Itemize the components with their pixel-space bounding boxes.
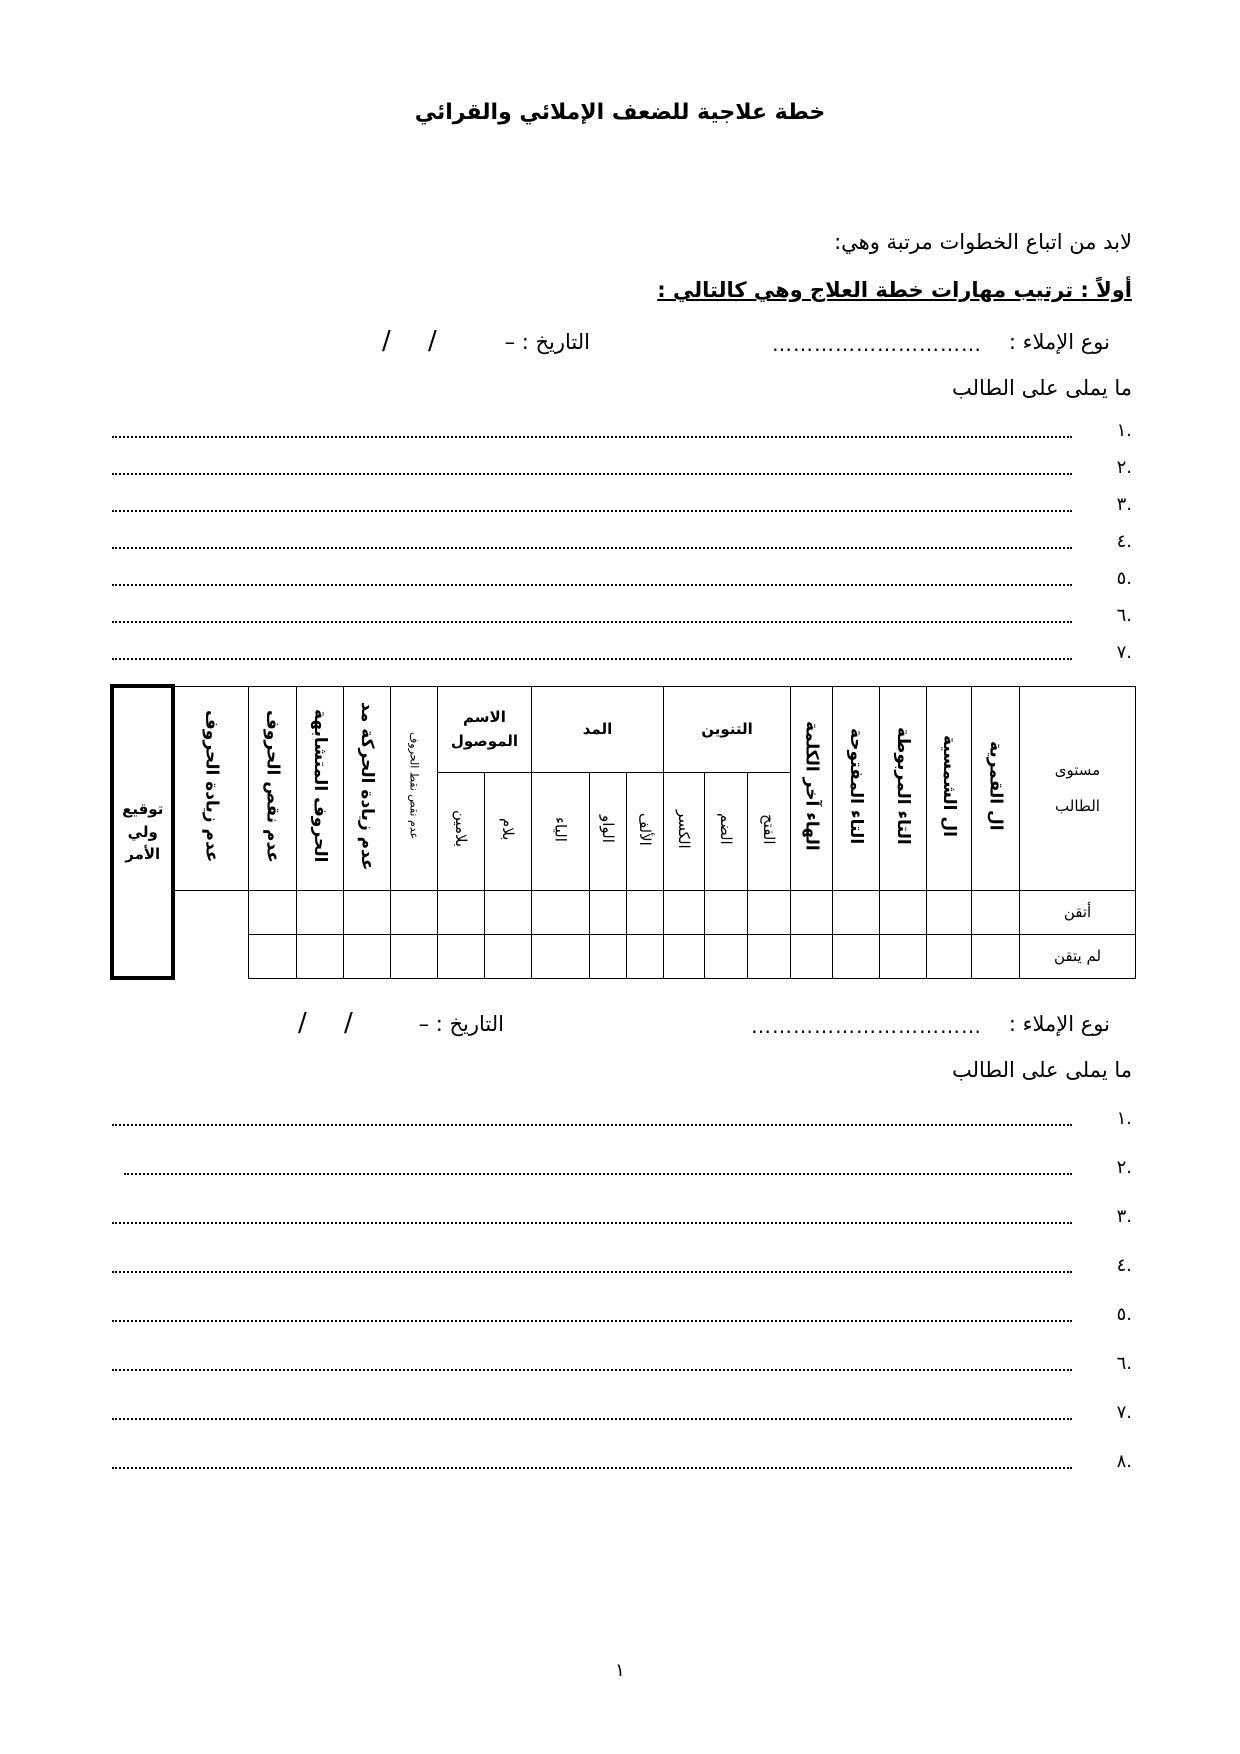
dictation-line-6[interactable] <box>112 605 1132 639</box>
col-taa-maftuha: التاء المفتوحة <box>833 686 880 890</box>
dictation-line-4[interactable] <box>112 531 1132 565</box>
dictation-line-2-5[interactable] <box>112 1304 1132 1338</box>
cell[interactable] <box>390 934 437 978</box>
dictation-line-2-7[interactable] <box>112 1402 1132 1436</box>
level-header: مستوى الطالب <box>1020 686 1136 890</box>
dictation-line-2-1[interactable] <box>112 1108 1132 1142</box>
cell[interactable] <box>748 934 791 978</box>
cell[interactable] <box>437 890 484 934</box>
line-number: .٢ <box>1116 457 1132 478</box>
dictation-type-label-2: نوع الإملاء : <box>1008 1012 1110 1036</box>
cell[interactable] <box>343 934 390 978</box>
cell[interactable] <box>791 890 833 934</box>
dotted-line <box>112 1222 1072 1224</box>
col-tanween-damm: الضم <box>705 772 748 890</box>
col-extra-letters: عدم زيادة الحروف <box>173 686 248 890</box>
line-number: .٤ <box>1116 1255 1132 1276</box>
dictation-type-label-1: نوع الإملاء : <box>1008 330 1110 354</box>
line-number: .٣ <box>1116 1206 1132 1227</box>
cell[interactable] <box>343 890 390 934</box>
dictation-line-2-4[interactable] <box>112 1255 1132 1289</box>
group-madd: المد <box>531 686 663 772</box>
date-slash-1b: / <box>382 326 391 356</box>
dictation-line-5[interactable] <box>112 568 1132 602</box>
cell[interactable] <box>705 890 748 934</box>
cell[interactable] <box>437 934 484 978</box>
col-madd-alif: الألف <box>626 772 663 890</box>
line-number: .١ <box>1116 420 1132 441</box>
dotted-line <box>112 1467 1072 1469</box>
dotted-line <box>112 1271 1072 1273</box>
dictation-type-blank-2[interactable]: …………………………… <box>751 1014 982 1038</box>
cell[interactable] <box>248 934 296 978</box>
dotted-line <box>112 510 1072 512</box>
intro-text: لابد من اتباع الخطوات مرتبة وهي: <box>834 230 1132 254</box>
date-slash-2a: / <box>344 1008 353 1038</box>
dictation-line-2[interactable] <box>112 457 1132 491</box>
col-madd-yaa: الياء <box>531 772 589 890</box>
parent-signature-cell[interactable]: توقيع ولي الأمر <box>112 686 173 978</box>
cell[interactable] <box>531 890 589 934</box>
col-similar-letters: الحروف المتشابهة <box>296 686 343 890</box>
cell[interactable] <box>484 934 531 978</box>
col-extra-haraka: عدم زيادة الحركة مد <box>343 686 390 890</box>
col-haa-end: الهاء آخر الكلمة <box>791 686 833 890</box>
cell[interactable] <box>972 890 1020 934</box>
dictation-line-2-6[interactable] <box>112 1353 1132 1387</box>
date-label-2: التاريخ : – <box>418 1012 504 1036</box>
cell[interactable] <box>791 934 833 978</box>
row-label-not-mastered: لم يتقن <box>1020 934 1136 978</box>
cell[interactable] <box>880 934 927 978</box>
dotted-line <box>112 1124 1072 1126</box>
cell[interactable] <box>296 934 343 978</box>
cell[interactable] <box>972 934 1020 978</box>
col-madd-waw: الواو <box>589 772 626 890</box>
cell[interactable] <box>531 934 589 978</box>
line-number: .٧ <box>1116 1402 1132 1423</box>
cell[interactable] <box>880 890 927 934</box>
cell[interactable] <box>663 934 704 978</box>
col-al-qamari: ال القمرية <box>972 686 1020 890</box>
date-slash-1a: / <box>428 326 437 356</box>
dictation-line-7[interactable] <box>112 642 1132 676</box>
cell[interactable] <box>748 890 791 934</box>
table-row-not-mastered <box>112 934 1136 978</box>
group-relative-noun: الاسم الموصول <box>437 686 531 772</box>
line-number: .٦ <box>1116 1353 1132 1374</box>
cell[interactable] <box>663 890 704 934</box>
group-tanween: التنوين <box>663 686 790 772</box>
line-number: .١ <box>1116 1108 1132 1129</box>
dotted-line <box>112 473 1072 475</box>
dotted-line <box>112 547 1072 549</box>
dictation-line-1[interactable] <box>112 420 1132 454</box>
row-label-mastered: أتقن <box>1020 890 1136 934</box>
cell[interactable] <box>833 890 880 934</box>
dotted-line <box>112 621 1072 623</box>
given-label-2: ما يملى على الطالب <box>952 1058 1132 1082</box>
section-heading: أولاً : ترتيب مهارات خطة العلاج وهي كالتالي : <box>657 278 1132 302</box>
col-relative-one-lam: بلام <box>484 772 531 890</box>
line-number: .٤ <box>1116 531 1132 552</box>
line-number: .٨ <box>1116 1451 1132 1472</box>
col-relative-two-lams: بلامين <box>437 772 484 890</box>
cell[interactable] <box>589 934 626 978</box>
cell[interactable] <box>589 890 626 934</box>
line-number: .٥ <box>1116 1304 1132 1325</box>
cell[interactable] <box>927 890 972 934</box>
dotted-line <box>112 436 1072 438</box>
skills-table <box>110 684 1136 980</box>
cell[interactable] <box>626 934 663 978</box>
col-al-shamsi: ال الشمسية <box>927 686 972 890</box>
cell[interactable] <box>626 890 663 934</box>
col-tanween-kasr: الكسر <box>663 772 704 890</box>
table-row-mastered <box>112 890 1136 934</box>
dictation-type-blank-1[interactable]: ………………………… <box>772 332 982 356</box>
cell[interactable] <box>705 934 748 978</box>
dotted-line <box>112 584 1072 586</box>
dotted-line <box>112 658 1072 660</box>
dotted-line <box>112 1320 1072 1322</box>
col-tanween-fath: الفتح <box>748 772 791 890</box>
cell[interactable] <box>927 934 972 978</box>
line-number: .٥ <box>1116 568 1132 589</box>
dotted-line <box>124 1173 1072 1175</box>
cell[interactable] <box>296 890 343 934</box>
cell[interactable] <box>390 890 437 934</box>
line-number: .٣ <box>1116 494 1132 515</box>
dictation-line-2-2[interactable] <box>112 1157 1132 1191</box>
dictation-line-2-3[interactable] <box>112 1206 1132 1240</box>
line-number: .٦ <box>1116 605 1132 626</box>
cell[interactable] <box>248 890 296 934</box>
cell[interactable] <box>833 934 880 978</box>
cell[interactable] <box>484 890 531 934</box>
given-label-1: ما يملى على الطالب <box>952 376 1132 400</box>
line-number: .٧ <box>1116 642 1132 663</box>
line-number: .٢ <box>1116 1157 1132 1178</box>
date-label-1: التاريخ : – <box>504 330 590 354</box>
col-taa-marbuta: التاء المربوطة <box>880 686 927 890</box>
dictation-line-2-8[interactable] <box>112 1451 1132 1485</box>
col-missing-dots: عدم نقص نقط الحروف <box>390 686 437 890</box>
col-missing-letters: عدم نقص الحروف <box>248 686 296 890</box>
dotted-line <box>112 1369 1072 1371</box>
dictation-line-3[interactable] <box>112 494 1132 528</box>
date-slash-2b: / <box>298 1008 307 1038</box>
page-title: خطة علاجية للضعف الإملائي والقرائي <box>414 100 826 125</box>
page-number: ١ <box>615 1660 625 1681</box>
dotted-line <box>112 1418 1072 1420</box>
